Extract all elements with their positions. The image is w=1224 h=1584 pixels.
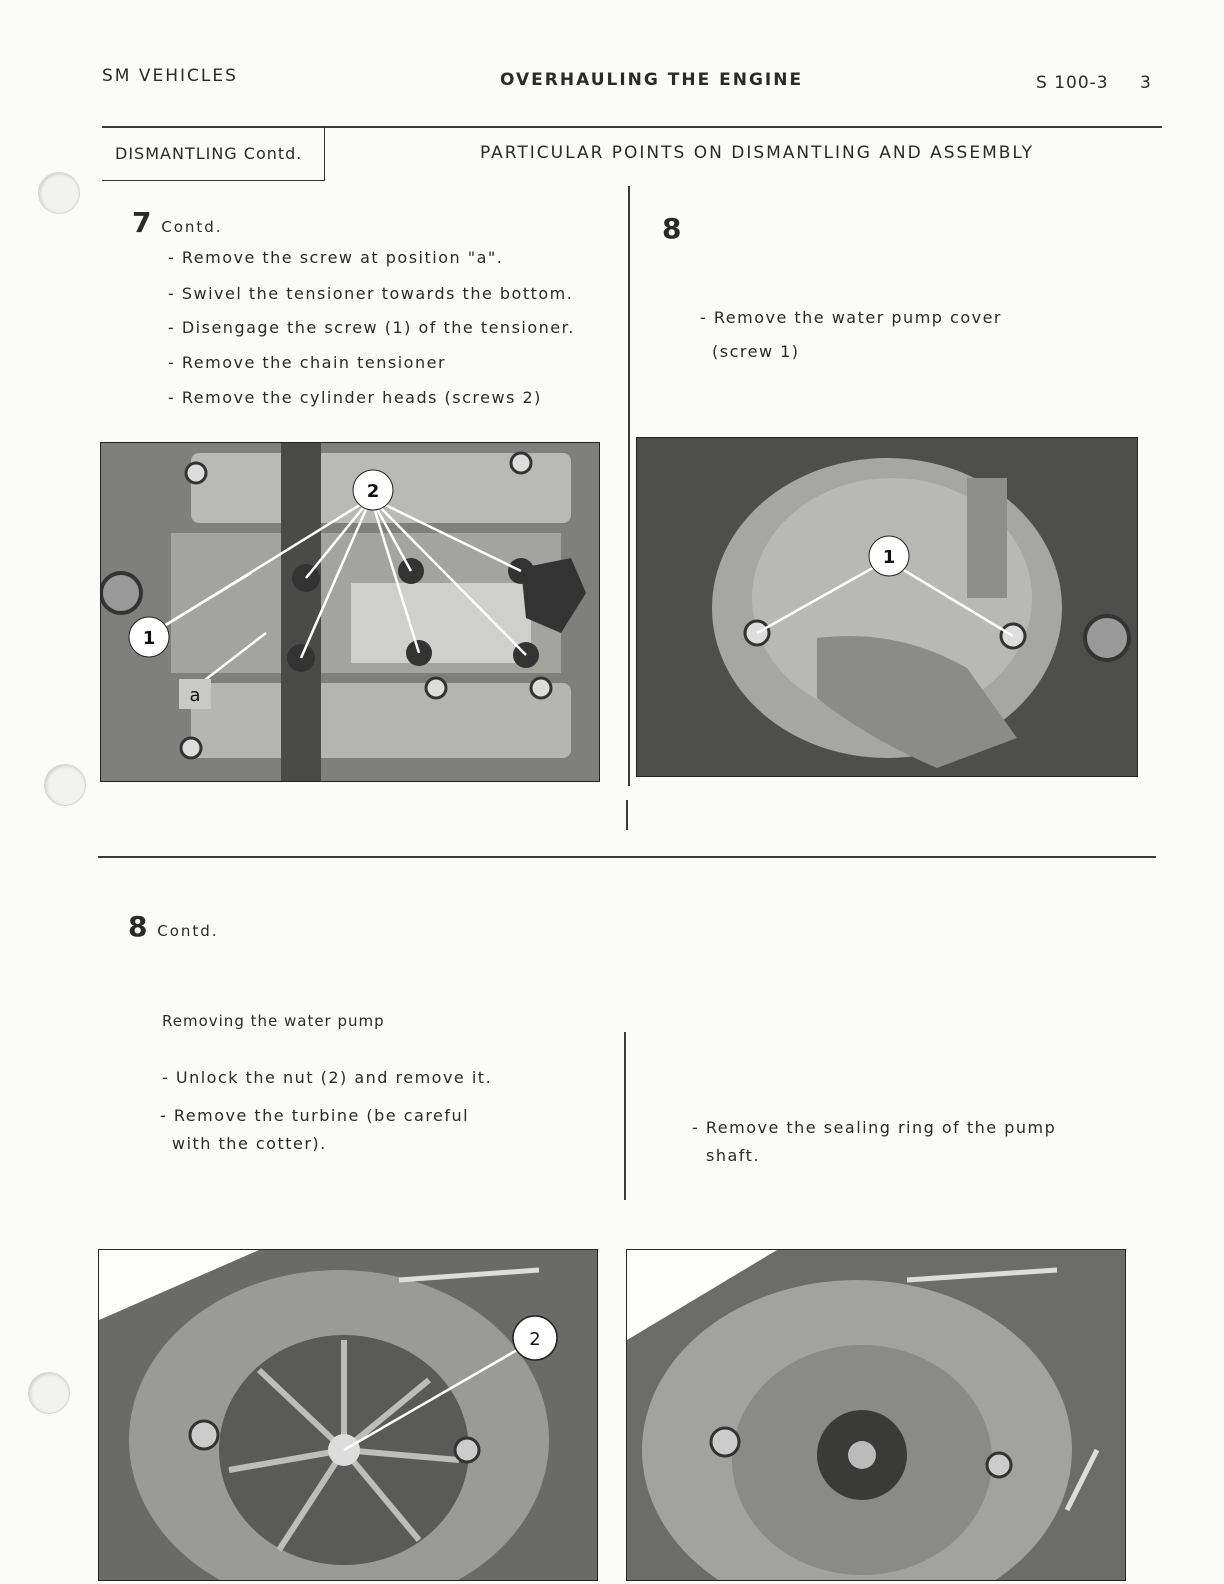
- photo-1-callout-a: a: [189, 685, 201, 706]
- step-8b-right-line-1: - Remove the sealing ring of the pump: [692, 1118, 1057, 1137]
- binder-hole-middle: [44, 764, 86, 806]
- step-8-line-2: (screw 1): [712, 342, 800, 361]
- step-7-line-1: - Remove the screw at position "a".: [168, 248, 504, 267]
- step-8b-right-line-2: shaft.: [706, 1146, 760, 1165]
- step-7-line-2: - Swivel the tensioner towards the bottom.: [168, 284, 574, 303]
- step-8-number: 8: [662, 212, 682, 245]
- page-number: 3: [1140, 73, 1153, 93]
- step-8b-left-line-3: with the cotter).: [172, 1134, 327, 1153]
- photo-2-callout-1: 1: [882, 547, 896, 568]
- photo-3-callout-2: 2: [529, 1329, 541, 1350]
- header-ref: S 100-3: [1036, 73, 1109, 93]
- step-8b-left-line-2: - Remove the turbine (be careful: [160, 1106, 470, 1125]
- middle-rule: [98, 856, 1156, 858]
- header-left: SM VEHICLES: [102, 66, 238, 86]
- photo-water-pump-cover: [636, 437, 1138, 777]
- step-7-line-5: - Remove the cylinder heads (screws 2): [168, 388, 542, 407]
- photo-1-callout-2: 2: [366, 481, 380, 502]
- step-8b-subtitle: Removing the water pump: [162, 1012, 385, 1030]
- header-title: OVERHAULING THE ENGINE: [500, 70, 804, 90]
- step-7-number: 7 Contd.: [132, 206, 223, 239]
- column-divider-top: [628, 186, 630, 786]
- photo-1-callout-1: 1: [142, 628, 156, 649]
- column-divider-bottom: [624, 1032, 626, 1200]
- step-7-line-4: - Remove the chain tensioner: [168, 353, 447, 372]
- photo-cylinder-heads: [100, 442, 600, 782]
- section-box-label: DISMANTLING Contd.: [115, 144, 303, 163]
- step-7-line-3: - Disengage the screw (1) of the tensioner.: [168, 318, 575, 337]
- column-divider-tick: [626, 800, 628, 830]
- step-8b-left-line-1: - Unlock the nut (2) and remove it.: [162, 1068, 493, 1087]
- step-8-line-1: - Remove the water pump cover: [700, 308, 1002, 327]
- step-8b-number: 8 Contd.: [128, 910, 219, 943]
- photo-turbine: [98, 1249, 598, 1581]
- binder-hole-bottom: [28, 1372, 70, 1414]
- step-8b-contd: Contd.: [157, 922, 219, 940]
- subheader-title: PARTICULAR POINTS ON DISMANTLING AND ASSEMBLY: [480, 143, 1035, 163]
- binder-hole-top: [38, 172, 80, 214]
- photo-sealing-ring: [626, 1249, 1126, 1581]
- step-7-contd: Contd.: [161, 218, 223, 236]
